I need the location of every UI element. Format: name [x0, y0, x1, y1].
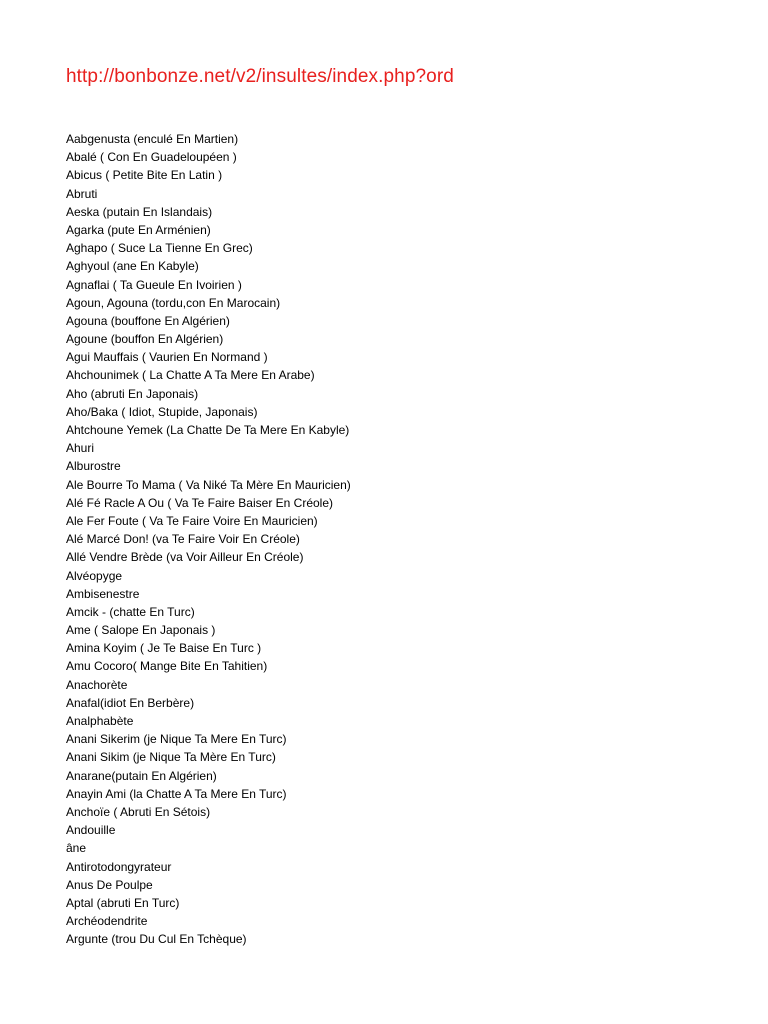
list-item: Ale Bourre To Mama ( Va Niké Ta Mère En Mauricien): [66, 477, 351, 492]
list-item: Alburostre: [66, 459, 121, 474]
list-item: Aeska (putain En Islandais): [66, 204, 213, 219]
list-item: Anachorète: [66, 677, 128, 692]
list-item: Abicus ( Petite Bite En Latin ): [66, 168, 223, 183]
list-item: Agnaflai ( Ta Gueule En Ivoirien ): [66, 277, 242, 292]
list-item: Allé Vendre Brède (va Voir Ailleur En Créole): [66, 550, 304, 565]
list-item: Alé Marcé Don! (va Te Faire Voir En Créole): [66, 532, 300, 547]
list-item: Anus De Poulpe: [66, 877, 153, 892]
list-item: Alé Fé Racle A Ou ( Va Te Faire Baiser En Créole): [66, 495, 334, 510]
list-item: Ahuri: [66, 441, 95, 456]
list-item: âne: [66, 841, 87, 856]
list-item: Aghapo ( Suce La Tienne En Grec): [66, 241, 253, 256]
list-item: Agarka (pute En Arménien): [66, 222, 211, 237]
list-item: Ambisenestre: [66, 586, 140, 601]
list-item: Anarane(putain En Algérien): [66, 768, 217, 783]
list-item: Archéodendrite: [66, 914, 148, 929]
list-item: Argunte (trou Du Cul En Tchèque): [66, 932, 247, 947]
list-item: Analphabète: [66, 714, 134, 728]
list-item: Aho (abruti En Japonais): [66, 386, 199, 401]
list-item: Anani Sikim (je Nique Ta Mère En Turc): [66, 750, 276, 765]
list-item: Ale Fer Foute ( Va Te Faire Voire En Mauricien): [66, 513, 318, 528]
list-item: Abruti: [66, 186, 98, 201]
list-item: Anafal(idiot En Berbère): [66, 695, 195, 710]
list-item: Ahchounimek ( La Chatte A Ta Mere En Arabe): [66, 368, 315, 383]
list-item: Aptal (abruti En Turc): [66, 895, 180, 910]
insult-list: [66, 130, 351, 948]
list-item: Andouille: [66, 823, 116, 838]
list-item: Amcik - (chatte En Turc): [66, 604, 195, 619]
list-item: Agouna (bouffone En Algérien): [66, 313, 230, 328]
list-item: Amu Cocoro( Mange Bite En Tahitien): [66, 659, 268, 674]
list-item: Aho/Baka ( Idiot, Stupide, Japonais): [66, 404, 258, 419]
source-url: http://bonbonze.net/v2/insultes/index.php?ord: [66, 66, 454, 87]
list-item: Abalé ( Con En Guadeloupéen ): [66, 150, 237, 165]
list-item: Agui Mauffais ( Vaurien En Normand ): [66, 350, 268, 365]
list-item: Agoun, Agouna (tordu,con En Marocain): [66, 295, 281, 310]
list-item: Anchoïe ( Abruti En Sétois): [66, 804, 211, 819]
list-item: Agoune (bouffon En Algérien): [66, 332, 224, 347]
list-item: Ahtchoune Yemek (La Chatte De Ta Mere En Kabyle): [66, 423, 350, 437]
list-item: Ame ( Salope En Japonais ): [66, 623, 216, 638]
list-item: Aabgenusta (enculé En Martien): [66, 132, 239, 146]
list-item: Anani Sikerim (je Nique Ta Mere En Turc): [66, 732, 287, 747]
list-item: Anayin Ami (la Chatte A Ta Mere En Turc): [66, 786, 287, 801]
list-item: Aghyoul (ane En Kabyle): [66, 259, 199, 274]
list-item: Amina Koyim ( Je Te Baise En Turc ): [66, 641, 262, 656]
list-item: Antirotodongyrateur: [66, 859, 172, 874]
list-item: Alvéopyge: [66, 568, 123, 583]
